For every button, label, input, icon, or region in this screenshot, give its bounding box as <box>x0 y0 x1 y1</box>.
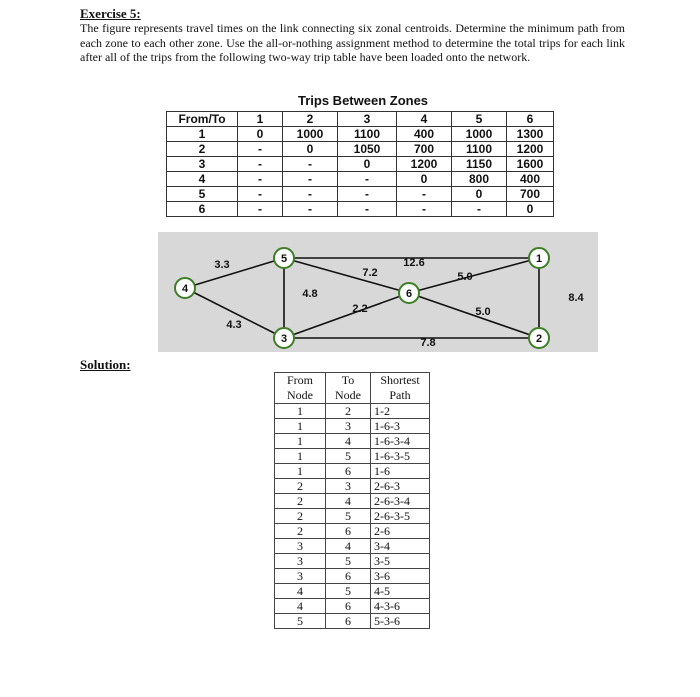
path-cell: 2-6 <box>371 524 430 539</box>
exercise-text: The figure represents travel times on the link connecting six zonal centroids. Determine the minimum path from each zone to each other zone. Use the all-or-nothing assignment method to determine the total trips for each link after all of the trips from the following two-way trip table have been loaded onto the network. <box>80 21 625 64</box>
trip-cell: 1100 <box>452 142 507 157</box>
to-node-cell: 5 <box>326 554 371 569</box>
trip-cell: 0 <box>283 142 338 157</box>
path-cell: 4-3-6 <box>371 599 430 614</box>
from-node-cell: 2 <box>275 494 326 509</box>
path-table-row <box>275 494 430 509</box>
trip-cell: 1200 <box>507 142 554 157</box>
path-cell: 1-6-3-4 <box>371 434 430 449</box>
path-cell: 1-2 <box>371 404 430 419</box>
from-node-cell: 2 <box>275 479 326 494</box>
trip-table-row <box>167 142 554 157</box>
trip-cell: - <box>338 202 397 217</box>
path-table-row <box>275 569 430 584</box>
link-label: 7.2 <box>362 267 378 279</box>
trip-cell: 1000 <box>283 127 338 142</box>
from-node-cell: 5 <box>275 614 326 629</box>
from-node-cell: 2 <box>275 524 326 539</box>
link-label: 4.8 <box>302 288 318 300</box>
path-table-row <box>275 509 430 524</box>
trip-table <box>166 111 554 217</box>
link-label: 12.6 <box>403 257 425 269</box>
link-label: 2.2 <box>352 303 368 315</box>
trip-cell: 700 <box>397 142 452 157</box>
trip-cell: 700 <box>507 187 554 202</box>
network-diagram <box>158 232 598 352</box>
trip-table-row <box>167 127 554 142</box>
path-cell: 3-4 <box>371 539 430 554</box>
trip-cell: - <box>338 172 397 187</box>
from-header-line2: Node <box>287 388 313 402</box>
to-header-line1: To <box>341 373 355 387</box>
trip-cell: 0 <box>397 172 452 187</box>
link-label: 7.8 <box>420 337 436 349</box>
trip-header-cell: 5 <box>452 112 507 127</box>
solution-label: Solution: <box>80 357 131 372</box>
to-node-cell: 6 <box>326 464 371 479</box>
trip-cell: 1100 <box>338 127 397 142</box>
path-cell: 3-5 <box>371 554 430 569</box>
link-label: 8.4 <box>568 292 584 304</box>
link-label: 3.3 <box>214 259 230 271</box>
trip-table-header-row <box>167 112 554 127</box>
trip-cell: - <box>238 142 283 157</box>
trip-cell: 0 <box>507 202 554 217</box>
to-node-cell: 6 <box>326 599 371 614</box>
trip-cell: 5 <box>167 187 238 202</box>
path-table-row <box>275 419 430 434</box>
to-node-cell: 3 <box>326 479 371 494</box>
path-table-row <box>275 434 430 449</box>
path-table-row <box>275 449 430 464</box>
trip-header-cell: From/To <box>167 112 238 127</box>
from-node-cell: 1 <box>275 449 326 464</box>
link-label: 4.3 <box>226 319 242 331</box>
trip-cell: 0 <box>452 187 507 202</box>
trip-cell: - <box>283 157 338 172</box>
trip-cell: 400 <box>507 172 554 187</box>
path-cell: 1-6-3 <box>371 419 430 434</box>
trip-cell: 1050 <box>338 142 397 157</box>
trip-cell: 400 <box>397 127 452 142</box>
trip-header-cell: 4 <box>397 112 452 127</box>
path-table-header-row <box>275 373 430 404</box>
path-table-row <box>275 539 430 554</box>
path-table-row <box>275 404 430 419</box>
from-node-cell: 2 <box>275 509 326 524</box>
trip-cell: - <box>283 172 338 187</box>
trip-table-title: Trips Between Zones <box>298 93 429 108</box>
path-table-row <box>275 584 430 599</box>
to-node-cell: 4 <box>326 434 371 449</box>
from-node-cell: 3 <box>275 554 326 569</box>
trip-cell: 3 <box>167 157 238 172</box>
path-cell: 3-6 <box>371 569 430 584</box>
trip-cell: 1300 <box>507 127 554 142</box>
trip-header-cell: 2 <box>283 112 338 127</box>
node-5-label: 5 <box>280 253 288 265</box>
trip-cell: 1150 <box>452 157 507 172</box>
shortest-path-header <box>371 373 430 404</box>
path-table-row <box>275 524 430 539</box>
link-label: 5.0 <box>475 306 491 318</box>
from-node-cell: 1 <box>275 404 326 419</box>
path-table-row <box>275 599 430 614</box>
path-cell: 1-6-3-5 <box>371 449 430 464</box>
trip-cell: 1 <box>167 127 238 142</box>
node-4-label: 4 <box>181 283 189 295</box>
trip-cell: - <box>397 202 452 217</box>
to-node-cell: 4 <box>326 494 371 509</box>
trip-cell: - <box>238 172 283 187</box>
path-table-row <box>275 614 430 629</box>
to-node-cell: 6 <box>326 569 371 584</box>
trip-cell: 800 <box>452 172 507 187</box>
path-cell: 1-6 <box>371 464 430 479</box>
trip-table-row <box>167 187 554 202</box>
trip-cell: - <box>397 187 452 202</box>
from-header-line1: From <box>286 373 313 387</box>
path-cell: 5-3-6 <box>371 614 430 629</box>
path-header-line2: Path <box>389 388 411 402</box>
to-node-cell: 5 <box>326 584 371 599</box>
trip-header-cell: 1 <box>238 112 283 127</box>
node-6-label: 6 <box>405 288 413 300</box>
from-node-cell: 3 <box>275 569 326 584</box>
to-node-cell: 3 <box>326 419 371 434</box>
trip-cell: - <box>452 202 507 217</box>
trip-table-row <box>167 172 554 187</box>
trip-cell: 1000 <box>452 127 507 142</box>
node-2-label: 2 <box>535 333 543 345</box>
to-node-cell: 4 <box>326 539 371 554</box>
trip-cell: 1200 <box>397 157 452 172</box>
node-3-label: 3 <box>280 333 288 345</box>
path-header-line1: Shortest <box>380 373 420 387</box>
path-table-row <box>275 554 430 569</box>
trip-table-row <box>167 157 554 172</box>
exercise-title: Exercise 5: <box>80 6 141 21</box>
path-cell: 2-6-3-4 <box>371 494 430 509</box>
trip-cell: 0 <box>238 127 283 142</box>
path-table-row <box>275 479 430 494</box>
trip-cell: 4 <box>167 172 238 187</box>
to-node-cell: 6 <box>326 614 371 629</box>
trip-cell: - <box>283 187 338 202</box>
trip-cell: - <box>338 187 397 202</box>
to-node-cell: 5 <box>326 509 371 524</box>
from-node-header <box>275 373 326 404</box>
from-node-cell: 4 <box>275 584 326 599</box>
trip-cell: - <box>238 202 283 217</box>
to-node-header <box>326 373 371 404</box>
link-label: 5.0 <box>457 271 473 283</box>
trip-header-cell: 6 <box>507 112 554 127</box>
to-node-cell: 2 <box>326 404 371 419</box>
from-node-cell: 4 <box>275 599 326 614</box>
to-node-cell: 5 <box>326 449 371 464</box>
trip-cell: - <box>238 157 283 172</box>
trip-cell: 6 <box>167 202 238 217</box>
trip-header-cell: 3 <box>338 112 397 127</box>
from-node-cell: 1 <box>275 434 326 449</box>
from-node-cell: 1 <box>275 464 326 479</box>
path-cell: 4-5 <box>371 584 430 599</box>
trip-cell: 0 <box>338 157 397 172</box>
to-header-line2: Node <box>335 388 361 402</box>
trip-cell: 1600 <box>507 157 554 172</box>
shortest-path-table <box>274 372 430 629</box>
trip-table-row <box>167 202 554 217</box>
from-node-cell: 1 <box>275 419 326 434</box>
from-node-cell: 3 <box>275 539 326 554</box>
node-1-label: 1 <box>535 253 543 265</box>
trip-cell: - <box>238 187 283 202</box>
to-node-cell: 6 <box>326 524 371 539</box>
path-cell: 2-6-3 <box>371 479 430 494</box>
trip-cell: - <box>283 202 338 217</box>
path-table-row <box>275 464 430 479</box>
path-cell: 2-6-3-5 <box>371 509 430 524</box>
trip-cell: 2 <box>167 142 238 157</box>
